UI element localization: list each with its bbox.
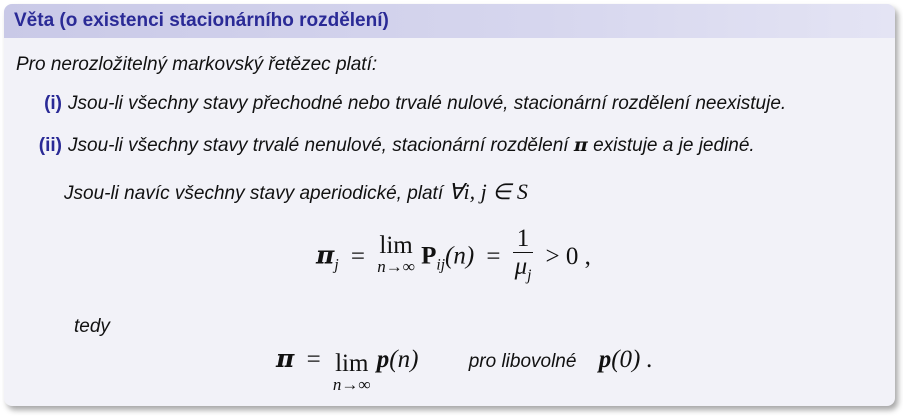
lim-sub: n→∞: [377, 257, 415, 276]
item-number: (i): [44, 93, 62, 114]
pi-symbol: π: [573, 134, 588, 156]
lim-text: lim: [335, 350, 369, 377]
list-item: [16, 134, 755, 157]
eq2-term-arg: (n): [389, 346, 419, 373]
limit-equation-2: π = lim n→∞ p(n) pro libovolné p(0) .: [276, 344, 653, 394]
eq1-tail: > 0 ,: [545, 242, 591, 270]
eq1-lim: [377, 232, 415, 274]
frac-den-symbol: μ: [514, 253, 528, 280]
limit-equation: $\pi_j$ = lim n→∞ $P_{ij}(n)$ = $\frac{1}{\mu_j}$ > 0 ,: [316, 226, 591, 290]
theorem-intro: Pro nerozložitelný markovský řetězec platí:: [16, 54, 378, 75]
frac-denominator: [513, 253, 534, 290]
eq1-lhs-sub: j: [334, 256, 339, 274]
item-text-after: existuje a je jediné.: [593, 135, 755, 156]
frac-numerator: 1: [513, 226, 534, 253]
eq1-term: P: [421, 242, 437, 270]
eq2-term: p: [376, 346, 390, 373]
theorem-block: [4, 4, 895, 406]
theorem-title: Věta (o existenci stacionárního rozdělení): [4, 4, 895, 38]
item-text: Jsou-li všechny stavy přechodné nebo trvalé nulové, stacionární rozdělení neexistuje.: [68, 93, 787, 114]
aperiodic-condition: [64, 179, 528, 205]
eq2-tail-term: p: [598, 346, 612, 373]
eq1-term-sub: ij: [436, 256, 446, 274]
eq1-term-arg: (n): [445, 242, 475, 270]
eq2-lhs: π: [276, 344, 295, 373]
lim-text: lim: [379, 232, 413, 259]
item-number: (ii): [38, 135, 62, 156]
eq1-fraction: [513, 226, 534, 290]
condition-text: Jsou-li navíc všechny stavy aperiodické, platí: [64, 183, 444, 204]
tedy-label: tedy: [74, 316, 110, 337]
lim-sub: n→∞: [332, 375, 371, 394]
eq2-text: pro libovolné: [468, 351, 577, 372]
eq1-lhs: π: [316, 240, 335, 270]
condition-math: ∀i, j ∈ S: [448, 179, 528, 204]
item-text-before: Jsou-li všechny stavy trvalé nenulové, stacionární rozdělení: [68, 135, 569, 156]
eq2-lim: [333, 350, 371, 392]
eq2-tail-arg: (0) .: [611, 346, 653, 373]
frac-den-sub: j: [527, 267, 532, 284]
list-item: [16, 93, 786, 115]
